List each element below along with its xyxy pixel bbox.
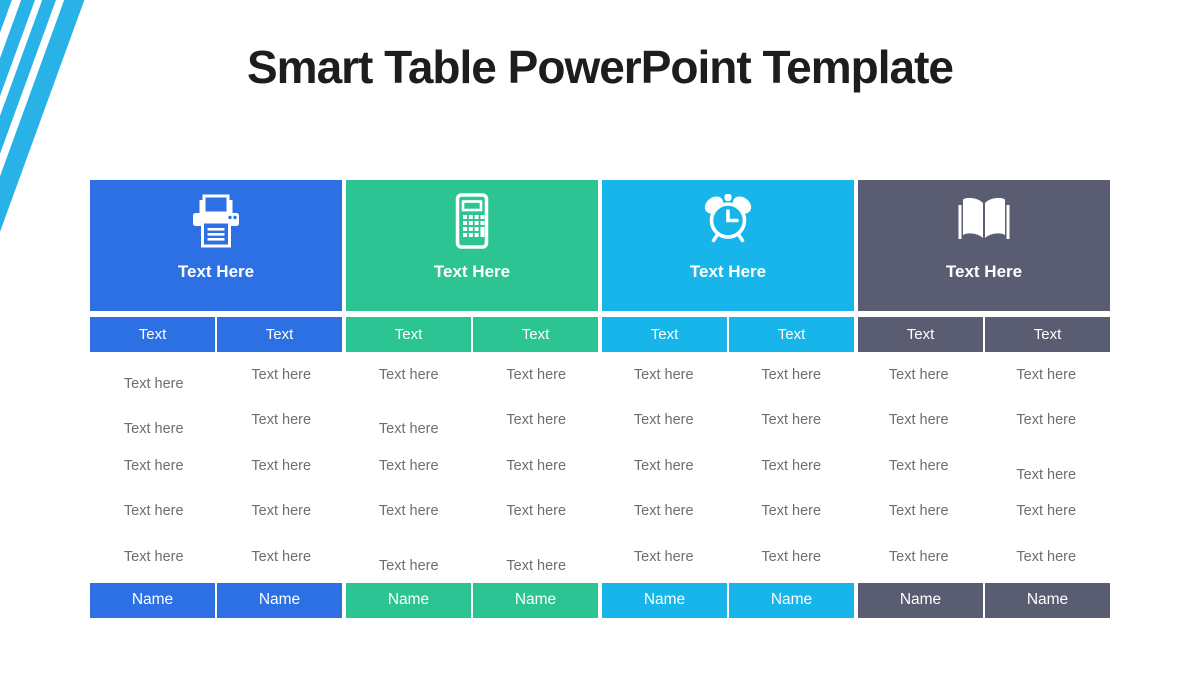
table-cell: Text here bbox=[633, 457, 694, 474]
column-title: Text Here bbox=[433, 262, 511, 281]
subheader-cell: Text bbox=[858, 317, 983, 352]
header-row bbox=[90, 180, 1110, 311]
table-cell: Text here bbox=[378, 421, 439, 438]
table-row bbox=[90, 398, 1110, 444]
footer-cell: Name bbox=[90, 583, 215, 618]
page-title: Smart Table PowerPoint Template bbox=[246, 41, 953, 93]
printer-icon bbox=[186, 193, 246, 249]
table-row bbox=[90, 489, 1110, 535]
table-cell: Text here bbox=[506, 557, 567, 574]
table-cell: Text here bbox=[123, 457, 184, 474]
table-cell: Text here bbox=[123, 548, 184, 565]
table-cell: Text here bbox=[888, 412, 949, 429]
table-cell: Text here bbox=[761, 548, 822, 565]
subheader-cell: Text bbox=[602, 317, 727, 352]
subheader-cell: Text bbox=[473, 317, 598, 352]
subheader-cell: Text bbox=[729, 317, 854, 352]
table-cell: Text here bbox=[123, 375, 184, 392]
table-cell: Text here bbox=[888, 457, 949, 474]
table-cell: Text here bbox=[761, 503, 822, 520]
table-cell: Text here bbox=[888, 548, 949, 565]
subheader-cell: Text bbox=[217, 317, 342, 352]
column-header-3 bbox=[602, 180, 854, 311]
table-cell: Text here bbox=[251, 366, 312, 383]
footer-cell: Name bbox=[985, 583, 1110, 618]
table-cell: Text here bbox=[1016, 548, 1077, 565]
subheader-cell: Text bbox=[985, 317, 1110, 352]
table-cell: Text here bbox=[506, 412, 567, 429]
column-title: Text Here bbox=[177, 262, 255, 281]
table-body bbox=[90, 352, 1110, 580]
table-cell: Text here bbox=[1016, 503, 1077, 520]
table-cell: Text here bbox=[1016, 412, 1077, 429]
table-cell: Text here bbox=[506, 457, 567, 474]
table-cell: Text here bbox=[506, 366, 567, 383]
table-cell: Text here bbox=[888, 366, 949, 383]
footer-cell: Name bbox=[729, 583, 854, 618]
subheader-row bbox=[90, 317, 1110, 352]
column-header-4 bbox=[858, 180, 1110, 311]
table-row bbox=[90, 443, 1110, 489]
table-cell: Text here bbox=[761, 457, 822, 474]
table-cell: Text here bbox=[378, 557, 439, 574]
table-cell: Text here bbox=[633, 503, 694, 520]
table-cell: Text here bbox=[251, 457, 312, 474]
table-row bbox=[90, 352, 1110, 398]
table-cell: Text here bbox=[633, 548, 694, 565]
smart-table bbox=[90, 180, 1110, 618]
table-cell: Text here bbox=[888, 503, 949, 520]
subheader-cell: Text bbox=[90, 317, 215, 352]
table-cell: Text here bbox=[251, 548, 312, 565]
table-cell: Text here bbox=[378, 366, 439, 383]
table-cell: Text here bbox=[378, 503, 439, 520]
footer-cell: Name bbox=[602, 583, 727, 618]
table-row bbox=[90, 534, 1110, 580]
table-cell: Text here bbox=[761, 366, 822, 383]
footer-cell: Name bbox=[346, 583, 471, 618]
footer-row bbox=[90, 583, 1110, 618]
table-cell: Text here bbox=[251, 503, 312, 520]
table-cell: Text here bbox=[123, 503, 184, 520]
column-header-1 bbox=[90, 180, 342, 311]
table-cell: Text here bbox=[633, 366, 694, 383]
alarm-clock-icon bbox=[698, 193, 758, 249]
footer-cell: Name bbox=[858, 583, 983, 618]
table-cell: Text here bbox=[761, 412, 822, 429]
open-book-icon bbox=[954, 193, 1014, 249]
footer-cell: Name bbox=[217, 583, 342, 618]
table-cell: Text here bbox=[251, 412, 312, 429]
table-cell: Text here bbox=[633, 412, 694, 429]
table-cell: Text here bbox=[506, 503, 567, 520]
column-title: Text Here bbox=[689, 262, 767, 281]
calculator-icon bbox=[442, 193, 502, 249]
table-cell: Text here bbox=[1016, 466, 1077, 483]
table-cell: Text here bbox=[378, 457, 439, 474]
table-cell: Text here bbox=[123, 421, 184, 438]
footer-cell: Name bbox=[473, 583, 598, 618]
subheader-cell: Text bbox=[346, 317, 471, 352]
column-title: Text Here bbox=[945, 262, 1023, 281]
column-header-2 bbox=[346, 180, 598, 311]
table-cell: Text here bbox=[1016, 366, 1077, 383]
